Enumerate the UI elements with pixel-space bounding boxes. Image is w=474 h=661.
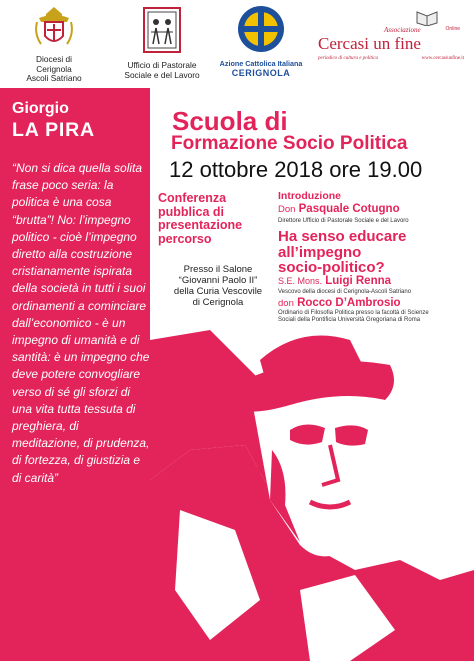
intro-speaker — [278, 202, 468, 217]
intro-name: Pasquale Cotugno — [298, 203, 400, 215]
talk-title — [278, 229, 468, 276]
diocese-line-2: Cerignola — [36, 63, 72, 74]
quote-panel — [0, 88, 150, 661]
author-last-name: LA PIRA — [12, 119, 95, 141]
speaker-renna-name: Luigi Renna — [325, 275, 392, 287]
speaker-dambrosio-role-2: Sociali della Pontificia Università Gregoriana di Roma — [278, 317, 421, 324]
cercasi-tagline: periodico di cultura e politica — [318, 56, 378, 61]
ufficio-emblem-icon — [139, 4, 185, 56]
cercasi-assoc: Associazione — [384, 26, 421, 34]
speaker-dambrosio-name: Rocco D’Ambrosio — [297, 297, 401, 309]
diocese-line-3: Ascoli Satriano — [26, 73, 82, 84]
speaker-renna-prefix: S.E. Mons. — [278, 276, 323, 286]
conference-line-4: percorso — [158, 231, 212, 246]
ufficio-line-2: Sociale e del Lavoro — [124, 69, 200, 80]
cercasi-online: Online — [445, 26, 460, 32]
ufficio-line-1: Ufficio di Pastorale — [127, 60, 197, 70]
intro-prefix: Don — [278, 204, 296, 215]
conference-line-1: Conferenza — [158, 191, 227, 205]
author-first-name: Giorgio — [12, 100, 69, 117]
title-line-2: Formazione Socio Politica — [171, 133, 408, 154]
header-logos — [0, 0, 474, 88]
diocese-line-1: Diocesi di — [36, 54, 72, 64]
la-pira-portrait — [150, 330, 474, 661]
venue — [152, 264, 284, 308]
azione-logo — [213, 4, 309, 79]
azione-cattolica-cross-icon — [236, 4, 286, 54]
speaker-renna-role: Vescovo della diocesi di Cerignola-Ascoli Satriano — [278, 289, 412, 295]
intro-label: Introduzione — [278, 190, 341, 202]
azione-line-2: CERIGNOLA — [231, 68, 291, 78]
cercasi-book-icon — [416, 8, 438, 26]
speaker-renna — [278, 275, 468, 296]
venue-line-1: Presso il Salone — [183, 264, 253, 275]
intro-role: Direttore Ufficio di Pastorale Sociale e del Lavoro — [278, 218, 409, 224]
la-pira-quote: “Non si dica quella solita frase poco seria: la politica è una cosa “brutta”! No: l’impegno politico - cioè l’impegno diretto alla costruzione cristianamente ispirata della società in tutti i suoi ordinamenti a cominciare dall’economico - è un impegno di umanità e di santità: è un impegno che deve potere convogliare verso di sé gli sforzi di una vita tutta tessuta di preghiera, di meditazione, di prudenza, di fortezza, di giustizia e di carità” — [12, 161, 150, 485]
azione-line-1: Azione Cattolica Italiana — [219, 59, 303, 68]
venue-line-4: di Cerignola — [192, 297, 244, 308]
venue-line-2: “Giovanni Paolo II” — [178, 275, 258, 286]
venue-line-3: della Curia Vescovile — [173, 286, 263, 297]
talk-title-line-1: Ha senso educare — [278, 228, 407, 245]
diocese-coat-of-arms-icon — [31, 4, 77, 50]
talk-title-line-2: all’impegno — [278, 243, 362, 261]
conference-line-3: presentazione — [158, 218, 243, 232]
cercasi-name: Cercasi un fine — [318, 34, 421, 53]
event-date: 12 ottobre 2018 ore 19.00 — [169, 157, 423, 182]
cercasi-site: www.cercasiunfine.it — [421, 56, 464, 61]
conference-line-2: pubblica di — [158, 204, 224, 219]
diocese-logo — [14, 4, 94, 84]
ufficio-logo — [112, 4, 212, 80]
introduction — [278, 190, 468, 225]
conference-heading — [158, 192, 278, 246]
title-line-1: Scuola di — [172, 106, 288, 136]
speaker-dambrosio-prefix: don — [278, 298, 294, 309]
talk-title-line-3: socio-politico? — [278, 259, 385, 276]
speaker-dambrosio — [278, 297, 470, 325]
speaker-dambrosio-role-1: Ordinario di Filosofia Politica presso la facoltà di Scienze — [278, 310, 429, 316]
